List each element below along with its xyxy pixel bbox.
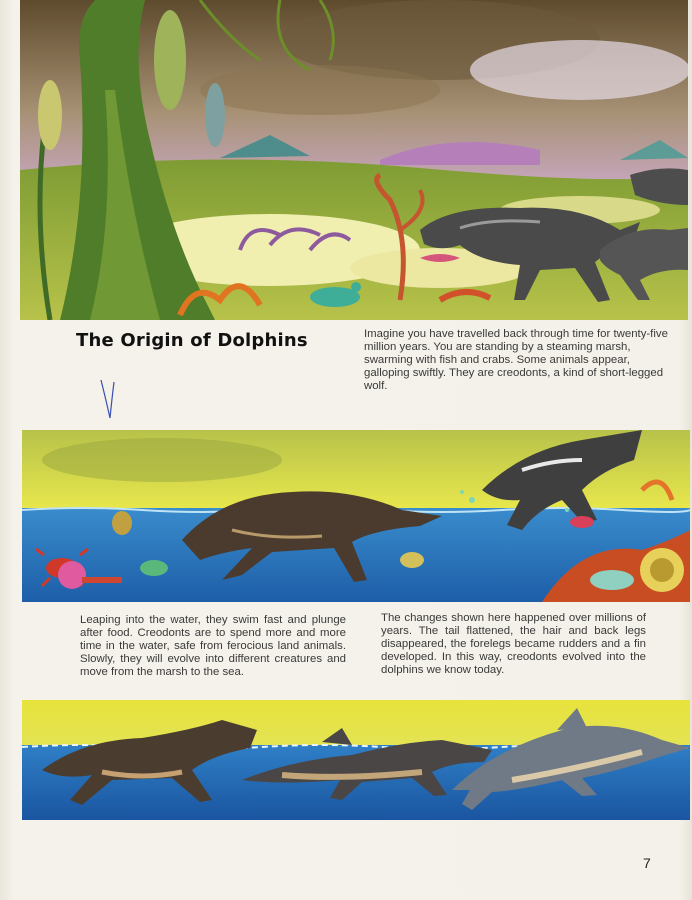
changes-paragraph: The changes shown here happened over millions of years. The tail flattened, the hair and back legs disappeared, the forelegs became rudders and a fin developed. In this way, creodonts evolved into the dolphins we know today. (381, 612, 646, 677)
page-title: The Origin of Dolphins (76, 330, 308, 351)
prehistoric-marsh-illustration (20, 0, 688, 320)
leaping-paragraph: Leaping into the water, they swim fast and plunge after food. Creodonts are to spend more and more time in the water, safe from ferocious land animals. Slowly, they will evolve into different creatures and move from the marsh to the sea. (80, 614, 346, 679)
intro-paragraph: Imagine you have travelled back through time for twenty-five million years. You are standing by a steaming marsh, swarming with fish and crabs. Some animals appear, galloping swiftly. They are creodonts, a kind of short-legged wolf. (364, 328, 668, 393)
page-number: 7 (643, 855, 651, 871)
evolution-sequence-illustration (22, 700, 690, 820)
pen-mark-icon (98, 378, 120, 420)
creodonts-leaping-illustration (22, 430, 690, 602)
